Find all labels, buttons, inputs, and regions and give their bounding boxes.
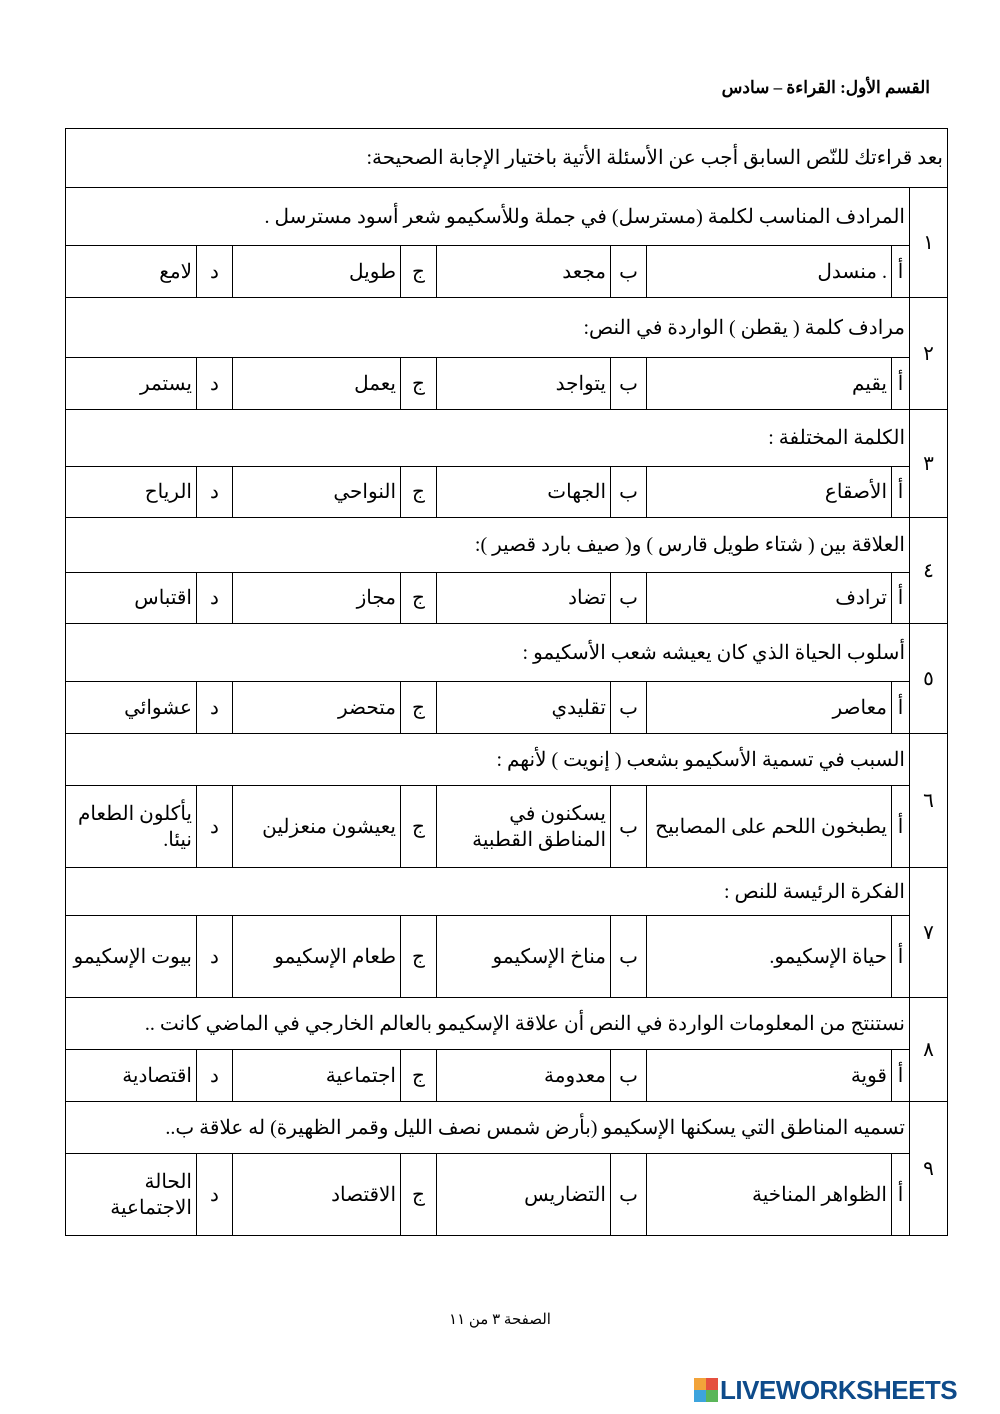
question-stem: العلاقة بين ( شتاء طويل قارس ) و( صيف بارد قصير ): (66, 518, 910, 573)
answer-option-a[interactable]: معاصر (647, 682, 892, 734)
logo-square-3 (694, 1390, 706, 1402)
answer-option-d[interactable]: لامع (66, 246, 197, 298)
question-stem: الفكرة الرئيسة للنص : (66, 868, 910, 916)
question-stem-row (66, 1102, 948, 1154)
answer-option-d[interactable]: الحالة الاجتماعية (66, 1154, 197, 1236)
answer-option-d[interactable]: اقتصادية (66, 1050, 197, 1102)
option-letter-b: ب (611, 1050, 647, 1102)
question-stem: مرادف كلمة ( يقطن ) الواردة في النص: (66, 298, 910, 358)
answer-options-row (66, 467, 948, 518)
option-letter-b: ب (611, 467, 647, 518)
question-table (65, 128, 948, 1236)
question-stem: أسلوب الحياة الذي كان يعيشه شعب الأسكيمو : (66, 624, 910, 682)
logo-square-1 (694, 1378, 706, 1390)
answer-option-a[interactable]: يقيم (647, 358, 892, 410)
answer-option-b[interactable]: التضاريس (437, 1154, 611, 1236)
option-letter-a: أ (892, 682, 910, 734)
option-letter-a: أ (892, 467, 910, 518)
answer-option-a[interactable]: الأصقاع (647, 467, 892, 518)
option-letter-c: ج (401, 1154, 437, 1236)
question-number: ١ (910, 188, 948, 298)
answer-option-c[interactable]: طعام الإسكيمو (233, 916, 401, 998)
question-stem: المرادف المناسب لكلمة (مسترسل) في جملة وللأسكيمو شعر أسود مسترسل . (66, 188, 910, 246)
liveworksheets-logo-icon (694, 1378, 718, 1402)
answer-option-b[interactable]: معدومة (437, 1050, 611, 1102)
logo-text: LIVEWORKSHEETS (720, 1374, 958, 1405)
answer-options-row (66, 682, 948, 734)
option-letter-d: د (197, 573, 233, 624)
question-stem-row (66, 188, 948, 246)
option-letter-b: ب (611, 358, 647, 410)
option-letter-b: ب (611, 682, 647, 734)
answer-options-row (66, 1154, 948, 1236)
option-letter-a: أ (892, 358, 910, 410)
question-stem: نستنتج من المعلومات الواردة في النص أن علاقة الإسكيمو بالعالم الخارجي في الماضي كانت .. (66, 998, 910, 1050)
option-letter-a: أ (892, 1154, 910, 1236)
answer-options-row (66, 573, 948, 624)
answer-option-c[interactable]: متحضر (233, 682, 401, 734)
option-letter-c: ج (401, 246, 437, 298)
answer-option-a[interactable]: قوية (647, 1050, 892, 1102)
answer-option-d[interactable]: الرياح (66, 467, 197, 518)
option-letter-d: د (197, 682, 233, 734)
liveworksheets-logo (694, 1375, 990, 1405)
answer-option-a[interactable]: . منسدل (647, 246, 892, 298)
answer-options-row (66, 1050, 948, 1102)
option-letter-a: أ (892, 246, 910, 298)
answer-option-a[interactable]: حياة الإسكيمو. (647, 916, 892, 998)
option-letter-d: د (197, 1050, 233, 1102)
option-letter-c: ج (401, 786, 437, 868)
option-letter-a: أ (892, 1050, 910, 1102)
question-number: ٥ (910, 624, 948, 734)
answer-option-c[interactable]: الاقتصاد (233, 1154, 401, 1236)
logo-square-4 (706, 1390, 718, 1402)
question-stem: الكلمة المختلفة : (66, 410, 910, 467)
answer-option-d[interactable]: بيوت الإسكيمو (66, 916, 197, 998)
question-number: ٤ (910, 518, 948, 624)
answer-option-b[interactable]: يتواجد (437, 358, 611, 410)
answer-option-a[interactable]: الظواهر المناخية (647, 1154, 892, 1236)
answer-option-c[interactable]: مجاز (233, 573, 401, 624)
answer-option-b[interactable]: تضاد (437, 573, 611, 624)
question-stem-row (66, 410, 948, 467)
option-letter-a: أ (892, 916, 910, 998)
question-stem-row (66, 624, 948, 682)
answer-option-b[interactable]: مناخ الإسكيمو (437, 916, 611, 998)
answer-option-c[interactable]: يعمل (233, 358, 401, 410)
question-number: ٢ (910, 298, 948, 410)
answer-options-row (66, 358, 948, 410)
question-number: ٣ (910, 410, 948, 518)
option-letter-b: ب (611, 1154, 647, 1236)
option-letter-c: ج (401, 916, 437, 998)
answer-options-row (66, 786, 948, 868)
option-letter-d: د (197, 467, 233, 518)
question-stem-row (66, 518, 948, 573)
option-letter-b: ب (611, 786, 647, 868)
question-stem-row (66, 868, 948, 916)
instructions: بعد قراءتك للنّص السابق أجب عن الأسئلة الأتية باختيار الإجابة الصحيحة: (66, 129, 948, 188)
answer-option-a[interactable]: ترادف (647, 573, 892, 624)
answer-option-b[interactable]: تقليدي (437, 682, 611, 734)
option-letter-d: د (197, 786, 233, 868)
answer-option-b[interactable]: يسكنون في المناطق القطبية (437, 786, 611, 868)
question-stem-row (66, 298, 948, 358)
question-stem-row (66, 734, 948, 786)
option-letter-d: د (197, 358, 233, 410)
answer-option-c[interactable]: النواحي (233, 467, 401, 518)
page-header: القسم الأول: القراءة – سادس (721, 78, 930, 97)
answer-option-d[interactable]: يأكلون الطعام نيئا. (66, 786, 197, 868)
answer-option-c[interactable]: اجتماعية (233, 1050, 401, 1102)
answer-options-row (66, 916, 948, 998)
option-letter-c: ج (401, 467, 437, 518)
option-letter-a: أ (892, 786, 910, 868)
question-number: ٧ (910, 868, 948, 998)
answer-options-row (66, 246, 948, 298)
option-letter-d: د (197, 246, 233, 298)
answer-option-b[interactable]: مجعد (437, 246, 611, 298)
option-letter-a: أ (892, 573, 910, 624)
option-letter-c: ج (401, 1050, 437, 1102)
answer-option-c[interactable]: طويل (233, 246, 401, 298)
question-stem: تسميه المناطق التي يسكنها الإسكيمو (بأرض شمس نصف الليل وقمر الظهيرة) له علاقة ب.. (66, 1102, 910, 1154)
answer-option-d[interactable]: عشوائي (66, 682, 197, 734)
answer-option-b[interactable]: الجهات (437, 467, 611, 518)
question-stem: السبب في تسمية الأسكيمو بشعب ( إنويت ) لأنهم : (66, 734, 910, 786)
answer-option-d[interactable]: يستمر (66, 358, 197, 410)
answer-option-a[interactable]: يطبخون اللحم على المصابيح (647, 786, 892, 868)
logo-square-2 (706, 1378, 718, 1390)
option-letter-c: ج (401, 682, 437, 734)
question-number: ٦ (910, 734, 948, 868)
option-letter-d: د (197, 916, 233, 998)
option-letter-b: ب (611, 916, 647, 998)
option-letter-c: ج (401, 358, 437, 410)
option-letter-b: ب (611, 573, 647, 624)
option-letter-c: ج (401, 573, 437, 624)
question-stem-row (66, 998, 948, 1050)
question-number: ٨ (910, 998, 948, 1102)
page-number: الصفحة ٣ من ١١ (449, 1312, 551, 1328)
question-number: ٩ (910, 1102, 948, 1236)
option-letter-b: ب (611, 246, 647, 298)
answer-option-d[interactable]: اقتباس (66, 573, 197, 624)
option-letter-d: د (197, 1154, 233, 1236)
answer-option-c[interactable]: يعيشون منعزلين (233, 786, 401, 868)
